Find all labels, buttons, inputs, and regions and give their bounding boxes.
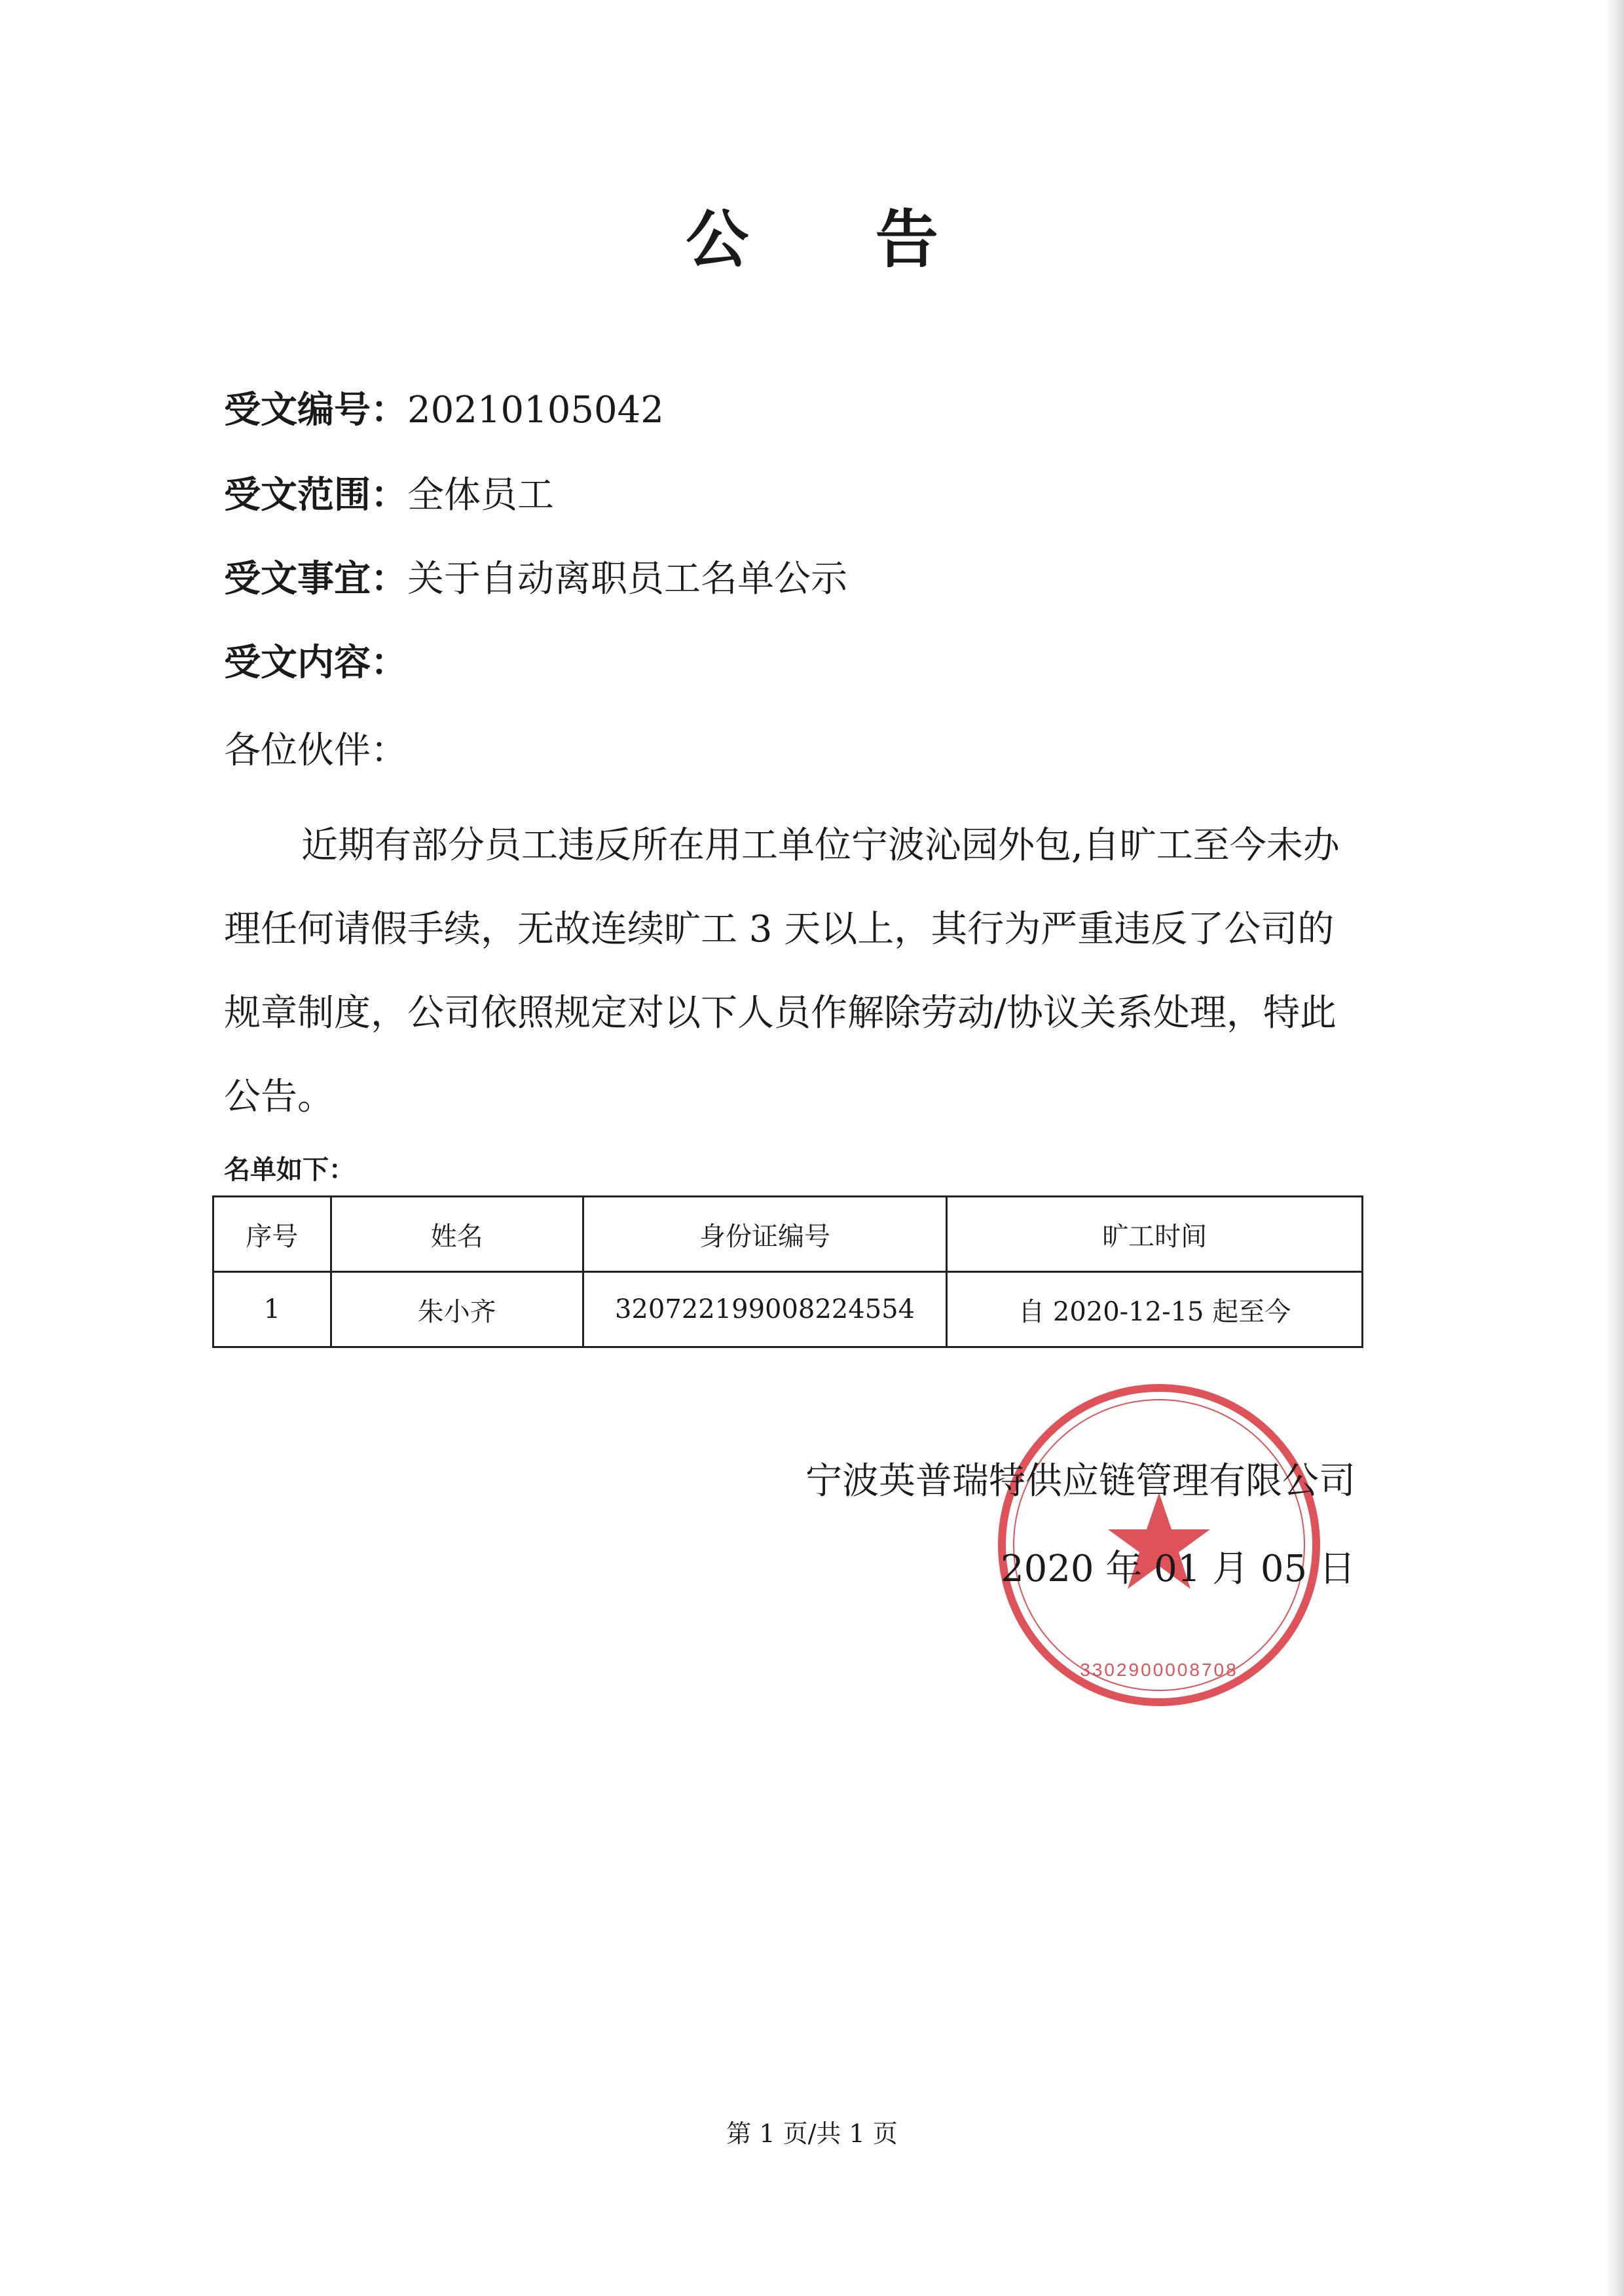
greeting: 各位伙伴：: [224, 729, 407, 772]
signature-date: 2020 年 01 月 05 日: [1000, 1548, 1356, 1590]
cell-name: 朱小齐: [331, 1272, 583, 1347]
table-row: [213, 1272, 1363, 1347]
field-scope: [224, 471, 554, 519]
field-content: [224, 639, 407, 687]
body-paragraph: 近期有部分员工违反所在用工单位宁波沁园外包,自旷工至今未办理任何请假手续，无故连续旷工 3 天以上，其行为严重违反了公司的规章制度，公司依照规定对以下人员作解除劳动/协议关系处理，特此公告。: [224, 824, 1340, 1118]
field-value: 全体员工: [407, 474, 554, 517]
cell-absence-time: 自 2020-12-15 起至今: [947, 1272, 1363, 1347]
table-header-row: [213, 1197, 1363, 1272]
header-index: 序号: [213, 1197, 331, 1272]
field-label: 受文编号：: [224, 388, 407, 431]
field-label: 受文事宜：: [224, 557, 407, 600]
field-label: 受文范围：: [224, 473, 407, 517]
field-value: 20210105042: [407, 389, 664, 431]
seal-number: 3302900008708: [1080, 1660, 1238, 1680]
header-id-number: 身份证编号: [583, 1197, 947, 1272]
cell-id-number: 320722199008224554: [583, 1272, 947, 1347]
cell-index: 1: [213, 1272, 331, 1347]
page-edge-shadow: [1604, 0, 1624, 2296]
page-footer: 第 1 页/共 1 页: [726, 2119, 898, 2148]
field-subject: [224, 555, 847, 603]
field-doc-number: [224, 386, 664, 434]
header-name: 姓名: [331, 1197, 583, 1272]
company-signature: 宁波英普瑞特供应链管理有限公司: [805, 1460, 1356, 1503]
roster-table: [212, 1195, 1363, 1348]
header-absence-time: 旷工时间: [947, 1197, 1363, 1272]
document-title: 公 告: [686, 202, 991, 276]
field-label: 受文内容：: [224, 641, 407, 684]
list-title: 名单如下：: [224, 1154, 355, 1185]
field-value: 关于自动离职员工名单公示: [407, 558, 847, 600]
